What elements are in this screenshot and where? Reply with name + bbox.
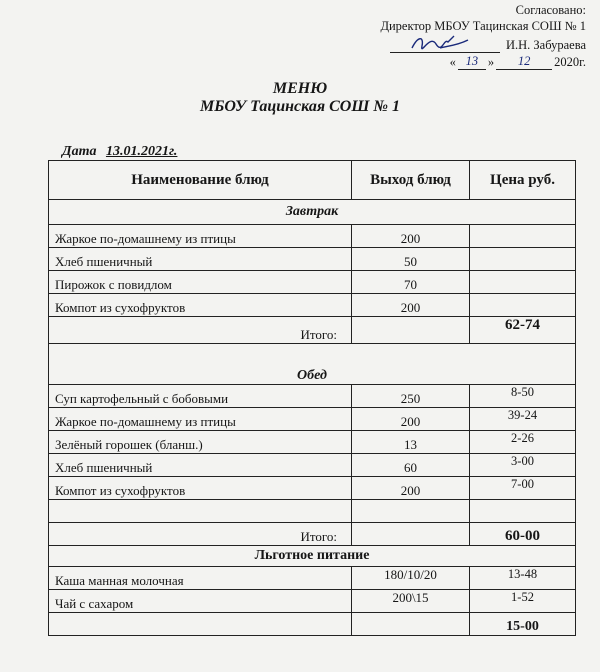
approval-month: 12 <box>496 53 552 70</box>
dish-name: Компот из сухофруктов <box>49 294 352 317</box>
dish-name: Суп картофельный с бобовыми <box>49 385 352 408</box>
dish-price <box>470 248 576 271</box>
section-label: Льготное питание <box>49 546 576 567</box>
approval-date-close: » <box>487 55 495 69</box>
dish-output: 60 <box>352 454 470 477</box>
section-label: Обед <box>49 344 576 385</box>
dish-price <box>470 294 576 317</box>
menu-title <box>0 80 600 116</box>
total-label: Итого: <box>49 523 352 546</box>
total-value: 15-00 <box>470 613 576 636</box>
dish-price: 3-00 <box>470 454 576 477</box>
approval-day: 13 <box>458 53 486 70</box>
header-name: Наименование блюд <box>49 161 352 200</box>
dish-name: Зелёный горошек (бланш.) <box>49 431 352 454</box>
table-row <box>49 477 576 500</box>
table-row <box>49 590 576 613</box>
approval-block <box>286 2 586 70</box>
dish-price: 8-50 <box>470 385 576 408</box>
empty-cell <box>470 500 576 523</box>
dish-price <box>470 225 576 248</box>
approval-date <box>286 53 586 70</box>
date-value: 13.01.2021г. <box>105 144 178 159</box>
section-label: Завтрак <box>49 200 576 225</box>
total-row <box>49 523 576 546</box>
signature-icon <box>410 32 470 54</box>
dish-output: 200\15 <box>352 590 470 613</box>
section-breakfast <box>49 200 576 225</box>
total-empty <box>352 523 470 546</box>
dish-output: 200 <box>352 225 470 248</box>
dish-output: 180/10/20 <box>352 567 470 590</box>
menu-table <box>48 160 576 636</box>
dish-name: Чай с сахаром <box>49 590 352 613</box>
total-value: 60-00 <box>470 523 576 546</box>
signature-line <box>286 34 586 53</box>
header-output: Выход блюд <box>352 161 470 200</box>
dish-output: 250 <box>352 385 470 408</box>
dish-output: 13 <box>352 431 470 454</box>
empty-cell <box>49 500 352 523</box>
date-label: Дата <box>62 144 97 159</box>
dish-output: 200 <box>352 294 470 317</box>
empty-cell <box>352 500 470 523</box>
dish-price: 39-24 <box>470 408 576 431</box>
dish-price: 13-48 <box>470 567 576 590</box>
dish-output: 50 <box>352 248 470 271</box>
total-value: 62-74 <box>470 317 576 344</box>
table-row <box>49 408 576 431</box>
approval-year: 2020г. <box>554 55 586 69</box>
dish-output: 70 <box>352 271 470 294</box>
table-header <box>49 161 576 200</box>
dish-output: 200 <box>352 408 470 431</box>
section-lunch <box>49 344 576 385</box>
approval-director: Директор МБОУ Тацинская СОШ № 1 <box>380 19 586 33</box>
empty-row <box>49 500 576 523</box>
table-row <box>49 271 576 294</box>
dish-name: Пирожок с повидлом <box>49 271 352 294</box>
table-row <box>49 567 576 590</box>
total-label: Итого: <box>49 317 352 344</box>
total-row <box>49 613 576 636</box>
dish-output: 200 <box>352 477 470 500</box>
header-price: Цена руб. <box>470 161 576 200</box>
total-empty <box>352 613 470 636</box>
table-row <box>49 431 576 454</box>
table-row <box>49 294 576 317</box>
dish-name: Жаркое по-домашнему из птицы <box>49 225 352 248</box>
menu-title-line2: МБОУ Тацинская СОШ № 1 <box>200 98 400 115</box>
signature <box>390 34 500 53</box>
table-row <box>49 385 576 408</box>
dish-name: Хлеб пшеничный <box>49 454 352 477</box>
dish-name: Хлеб пшеничный <box>49 248 352 271</box>
dish-name: Компот из сухофруктов <box>49 477 352 500</box>
dish-price: 7-00 <box>470 477 576 500</box>
total-empty <box>352 317 470 344</box>
menu-title-line1: МЕНЮ <box>272 80 328 97</box>
dish-price <box>470 271 576 294</box>
section-benefit <box>49 546 576 567</box>
dish-name: Каша манная молочная <box>49 567 352 590</box>
table-row <box>49 225 576 248</box>
table-row <box>49 248 576 271</box>
dish-price: 2-26 <box>470 431 576 454</box>
menu-date <box>62 144 177 160</box>
dish-price: 1-52 <box>470 590 576 613</box>
signature-name: И.Н. Забураева <box>505 38 586 52</box>
total-row <box>49 317 576 344</box>
table-row <box>49 454 576 477</box>
total-empty <box>49 613 352 636</box>
dish-name: Жаркое по-домашнему из птицы <box>49 408 352 431</box>
approval-date-open: « <box>449 55 456 69</box>
approval-label: Согласовано: <box>515 3 586 17</box>
